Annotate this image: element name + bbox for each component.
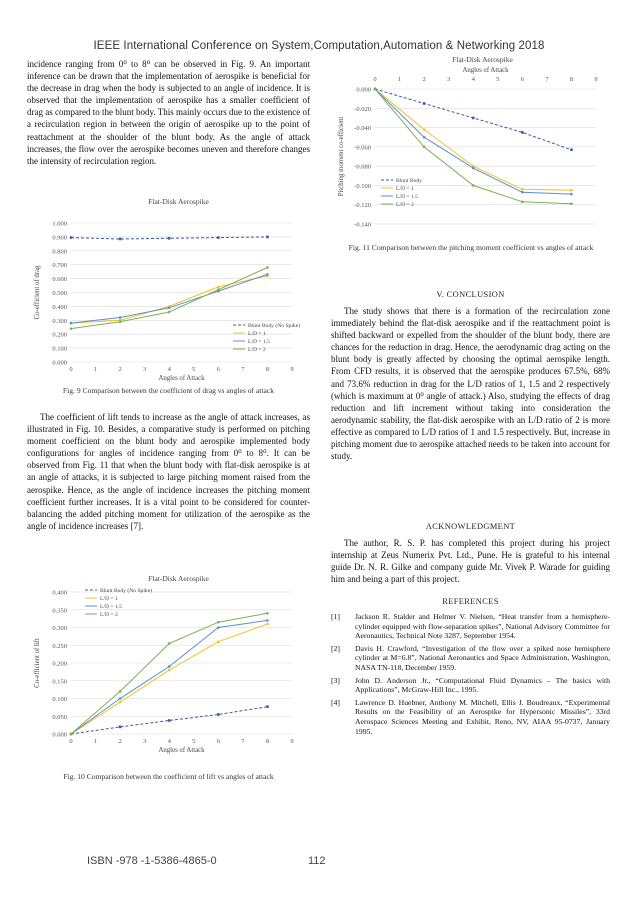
legend-label: L/D = 2 [248,347,266,353]
legend-label: L/D = 1 [396,186,414,192]
data-point [521,191,524,194]
paragraph-conclusion: The study shows that there is a formation of the recirculation zone immediately behind the flat-disk aerospike and if the reattachment point is shifted backward or expelled from the shoulder of the blunt body, there are chances for the reduction in drag. Hence, the aerodynamic drag acting on the blunt body is greatly affected by choosing the optimal aerospike length. From CFD results, it is observed that the aerospike produces 67.5%, 68% and 73.6% reduction in drag for the L/D ratios of 1, 1.5 and 2 respectively (which is maximum at 0⁰ angle of attack.) Also, studying the effects of drag reduction and lift increment without taking into consideration the aerodynamic stability, the flat-disk aerospike with an L/D ratio of 2 is more effective as compared to L/D ratios of 1 and 1.5 respectively. But, increase in pitching moment due to aerospike attached needs to be taken into account for study. [331,306,610,462]
y-tick-label: 0.350 [52,607,67,615]
x-tick-label: 4 [167,738,171,745]
conclusion-heading: V. CONCLUSION [436,290,505,299]
x-tick-label: 6 [520,76,524,83]
legend-label: L/D = 2 [396,202,414,208]
paragraph-lift: The coefficient of lift tends to increase as the angle of attack increases, as illustrated in Fig. 10. Besides, a comparative study is performed on pitching moment coefficient on the blunt body and aerospike implemented body configurations for angles of incidence ranging from 0⁰ to 8⁰. It can be observed from Fig. 11 that when the blunt body with flat-disk aerospike is at an angle of attacks, it is subjected to large pitching moment raised from the aerospike. Hence, as the angle of incidence increases the pitching moment coefficient further increases. It is a vital point to be considered for counter-balancing the added pitching moment for utilization of the aerospike as the angle of incidence increases [7]. [27,412,310,531]
y-tick-label: 0.900 [52,234,67,242]
data-point [70,322,73,325]
data-point [266,705,269,708]
data-point [472,117,475,120]
right-column-acknowledgment [331,537,610,585]
legend-label: L/D = 1.5 [100,604,122,610]
chart-fig9 [27,193,310,385]
series-line [71,274,267,323]
x-axis-label: Angles of Attack [462,67,509,74]
caption-fig9: Fig. 9 Comparison between the coefficient of drag vs angles of attack [62,386,275,395]
x-tick-label: 3 [143,738,147,745]
data-point [217,286,220,289]
data-point [168,719,171,722]
data-point [70,327,73,330]
reference-number: [2] [331,643,340,653]
data-point [266,236,269,239]
x-tick-label: 8 [569,76,574,83]
series-line [375,89,571,190]
x-tick-label: 2 [118,366,122,373]
legend-label: Blunt Body [396,178,422,184]
legend-label: Blunt Body (No Spike) [100,588,153,594]
data-point [266,619,269,622]
series-line [71,624,267,734]
y-tick-label: 0.400 [52,589,67,597]
legend-label: L/D = 1.5 [248,339,270,345]
data-point [521,201,524,204]
data-point [168,669,171,672]
y-tick-label: 0.400 [52,303,67,311]
y-tick-label: 0.000 [52,731,67,739]
y-tick-label: -0.140 [354,221,371,229]
data-point [570,202,573,205]
legend-label: L/D = 1 [248,331,266,337]
y-tick-label: 0.600 [52,276,67,284]
paragraph-acknowledgment: The author, R. S. P. has completed this project during his project internship at Zeus Numerix Pvt. Ltd., Pune. He is grateful to his internal guide Dr. N. R. Gilke and company guide Mr. Vivek P. Warade for guiding him and being a part of this project. [331,538,610,585]
x-tick-label: 4 [471,76,475,83]
data-point [472,167,475,170]
series-line [375,89,571,150]
data-point [168,665,171,668]
x-tick-label: 7 [545,76,549,83]
y-tick-label: 0.800 [52,248,67,256]
data-point [168,642,171,645]
reference-number: [4] [331,697,340,707]
legend-label: Blunt Body (No Spike) [248,323,301,329]
y-tick-label: 1.000 [52,220,67,228]
data-point [423,102,426,105]
data-point [217,713,220,716]
x-tick-label: 1 [93,738,98,745]
chart-title: Flat-Disk Aerospike [148,197,209,206]
footer-isbn: ISBN -978 -1-5386-4865-0 [87,855,217,867]
x-tick-label: 0 [69,366,73,373]
y-tick-label: 0.300 [52,625,67,632]
data-point [266,612,269,615]
x-tick-label: 6 [216,738,220,745]
data-point [570,193,573,196]
data-point [119,690,122,693]
footer-page-number: 112 [308,855,326,867]
data-point [168,306,171,309]
y-tick-label: 0.000 [356,86,371,94]
y-tick-label: -0.040 [354,125,371,133]
chart-fig11 [331,52,614,237]
y-tick-label: 0.250 [52,642,67,650]
reference-number: [3] [331,675,340,685]
legend-label: L/D = 2 [100,612,118,618]
series-line [71,276,267,323]
data-point [119,238,122,241]
x-tick-label: 3 [143,366,147,373]
x-tick-label: 9 [290,366,294,373]
data-point [570,189,573,192]
chart-title: Flat-Disk Aerospike [452,55,513,64]
reference-text: John D. Anderson Jr., “Computational Fluid Dynamics – The basics with Applications”, McGraw-Hill Inc., 1995. [355,675,610,695]
y-axis-label: Co-efficient of lift [34,638,41,688]
x-axis-label: Angles of Attack [158,747,205,754]
x-tick-label: 0 [373,76,377,83]
y-tick-label: -0.080 [354,163,371,171]
data-point [119,320,122,323]
x-tick-label: 8 [265,738,270,745]
x-axis-label: Angles of Attack [158,375,205,382]
x-tick-label: 5 [496,76,500,83]
data-point [423,128,426,131]
x-tick-label: 2 [118,738,122,745]
data-point [217,640,220,643]
y-tick-label: 0.700 [52,262,67,270]
references-heading: REFERENCES [442,597,499,606]
data-point [374,88,377,91]
acknowledgment-heading: ACKNOWLEDGMENT [425,522,516,531]
data-point [217,626,220,629]
y-tick-label: 0.200 [52,660,67,668]
reference-text: Davis H. Crawford, “Investigation of the flow over a spiked nose hemisphere cylinder at M=6.8”, National Aeronautics and Space Administration, Washington, NASA TN-118, December 1959. [355,643,610,672]
y-tick-label: 0.050 [52,713,67,721]
x-tick-label: 5 [192,738,196,745]
reference-item [331,698,610,736]
right-column-conclusion [331,305,610,462]
y-tick-label: 0.500 [52,290,67,297]
x-tick-label: 8 [265,366,270,373]
x-tick-label: 3 [447,76,451,83]
reference-item [331,612,610,641]
data-point [472,184,475,187]
series-line [71,620,267,734]
x-tick-label: 9 [290,738,294,745]
y-tick-label: 0.000 [52,359,67,367]
y-tick-label: -0.120 [354,202,371,210]
data-point [266,273,269,276]
legend-label: L/D = 1 [100,596,118,602]
x-tick-label: 6 [216,366,220,373]
data-point [119,316,122,319]
chart-fig10 [27,570,310,765]
reference-text: Lawrence D. Huebner, Anthony M. Mitchell, Ellis J. Boudreaux, “Experimental Results on the Feasibility of an Aerospike for Hypersonic Missiles”, 33rd Aerospace Sciences Meeting and Exhibit, Reno, NV, AIAA 95-0737, January 1995. [355,697,610,736]
x-tick-label: 5 [192,366,196,373]
y-tick-label: 0.100 [52,345,67,353]
y-tick-label: 0.200 [52,331,67,339]
x-tick-label: 7 [241,366,245,373]
data-point [119,701,122,704]
x-tick-label: 0 [69,738,73,745]
data-point [217,621,220,624]
series-line [71,613,267,734]
data-point [119,726,122,729]
y-tick-label: 0.150 [52,678,67,686]
data-point [423,136,426,139]
y-tick-label: 0.300 [52,317,67,325]
y-tick-label: -0.100 [354,182,371,190]
reference-text: Jackson R. Stalder and Helmer V. Nielsen, “Heat transfer from a hemisphere-cylinder equipped with flow-separation spikes”, National Advisory Committee for Aeronautics, Technical Note 3287, September 1954. [355,612,610,641]
y-axis-label: Pitching moment co-efficient [338,116,345,197]
data-point [168,237,171,240]
left-column-top [27,58,310,167]
caption-fig10: Fig. 10 Comparison between the coefficient of lift vs angles of attack [63,772,274,781]
x-tick-label: 9 [594,76,598,83]
y-tick-label: 0.100 [52,696,67,703]
y-tick-label: -0.060 [354,144,371,152]
page-header: IEEE International Conference on System,Computation,Automation & Networking 2018 [93,40,545,52]
x-tick-label: 4 [167,366,171,373]
data-point [423,146,426,149]
data-point [217,288,220,291]
data-point [570,148,573,151]
reference-number: [1] [331,612,340,621]
legend-label: L/D = 1.5 [396,194,418,200]
data-point [521,188,524,191]
data-point [70,733,73,736]
chart-title: Flat-Disk Aerospike [148,574,209,583]
x-tick-label: 2 [422,76,426,83]
paragraph-drag: incidence ranging from 0⁰ to 8⁰ can be observed in Fig. 9. An important inference can be drawn that the implementation of aerospike is beneficial for the decrease in drag when the body is subjected to an angle of incidence. It is observed that the implementation of aerospike has a smaller coefficient of drag as compared to the blunt body. This mainly occurs due to the existence of a recirculation region in between the origin of aerospike up to the point of reattachment at the shoulder of the blunt body. As the angle of attack increases, the flow over the aerospike becomes uneven and therefore changes the intensity of recirculation region. [27,59,310,166]
data-point [266,623,269,626]
y-axis-label: Co-efficient of drag [34,265,41,320]
data-point [266,266,269,269]
y-tick-label: -0.020 [354,105,371,113]
left-column-middle [27,411,310,532]
data-point [521,131,524,134]
caption-fig11: Fig. 11 Comparison between the pitching moment coefficient vs angles of attack [348,243,594,252]
references-list [331,612,610,739]
x-tick-label: 1 [93,366,98,373]
reference-item [331,644,610,673]
data-point [119,697,122,700]
data-point [70,236,73,239]
reference-item [331,676,610,695]
x-tick-label: 7 [241,738,245,745]
x-tick-label: 1 [397,76,402,83]
data-point [217,236,220,239]
data-point [168,311,171,314]
